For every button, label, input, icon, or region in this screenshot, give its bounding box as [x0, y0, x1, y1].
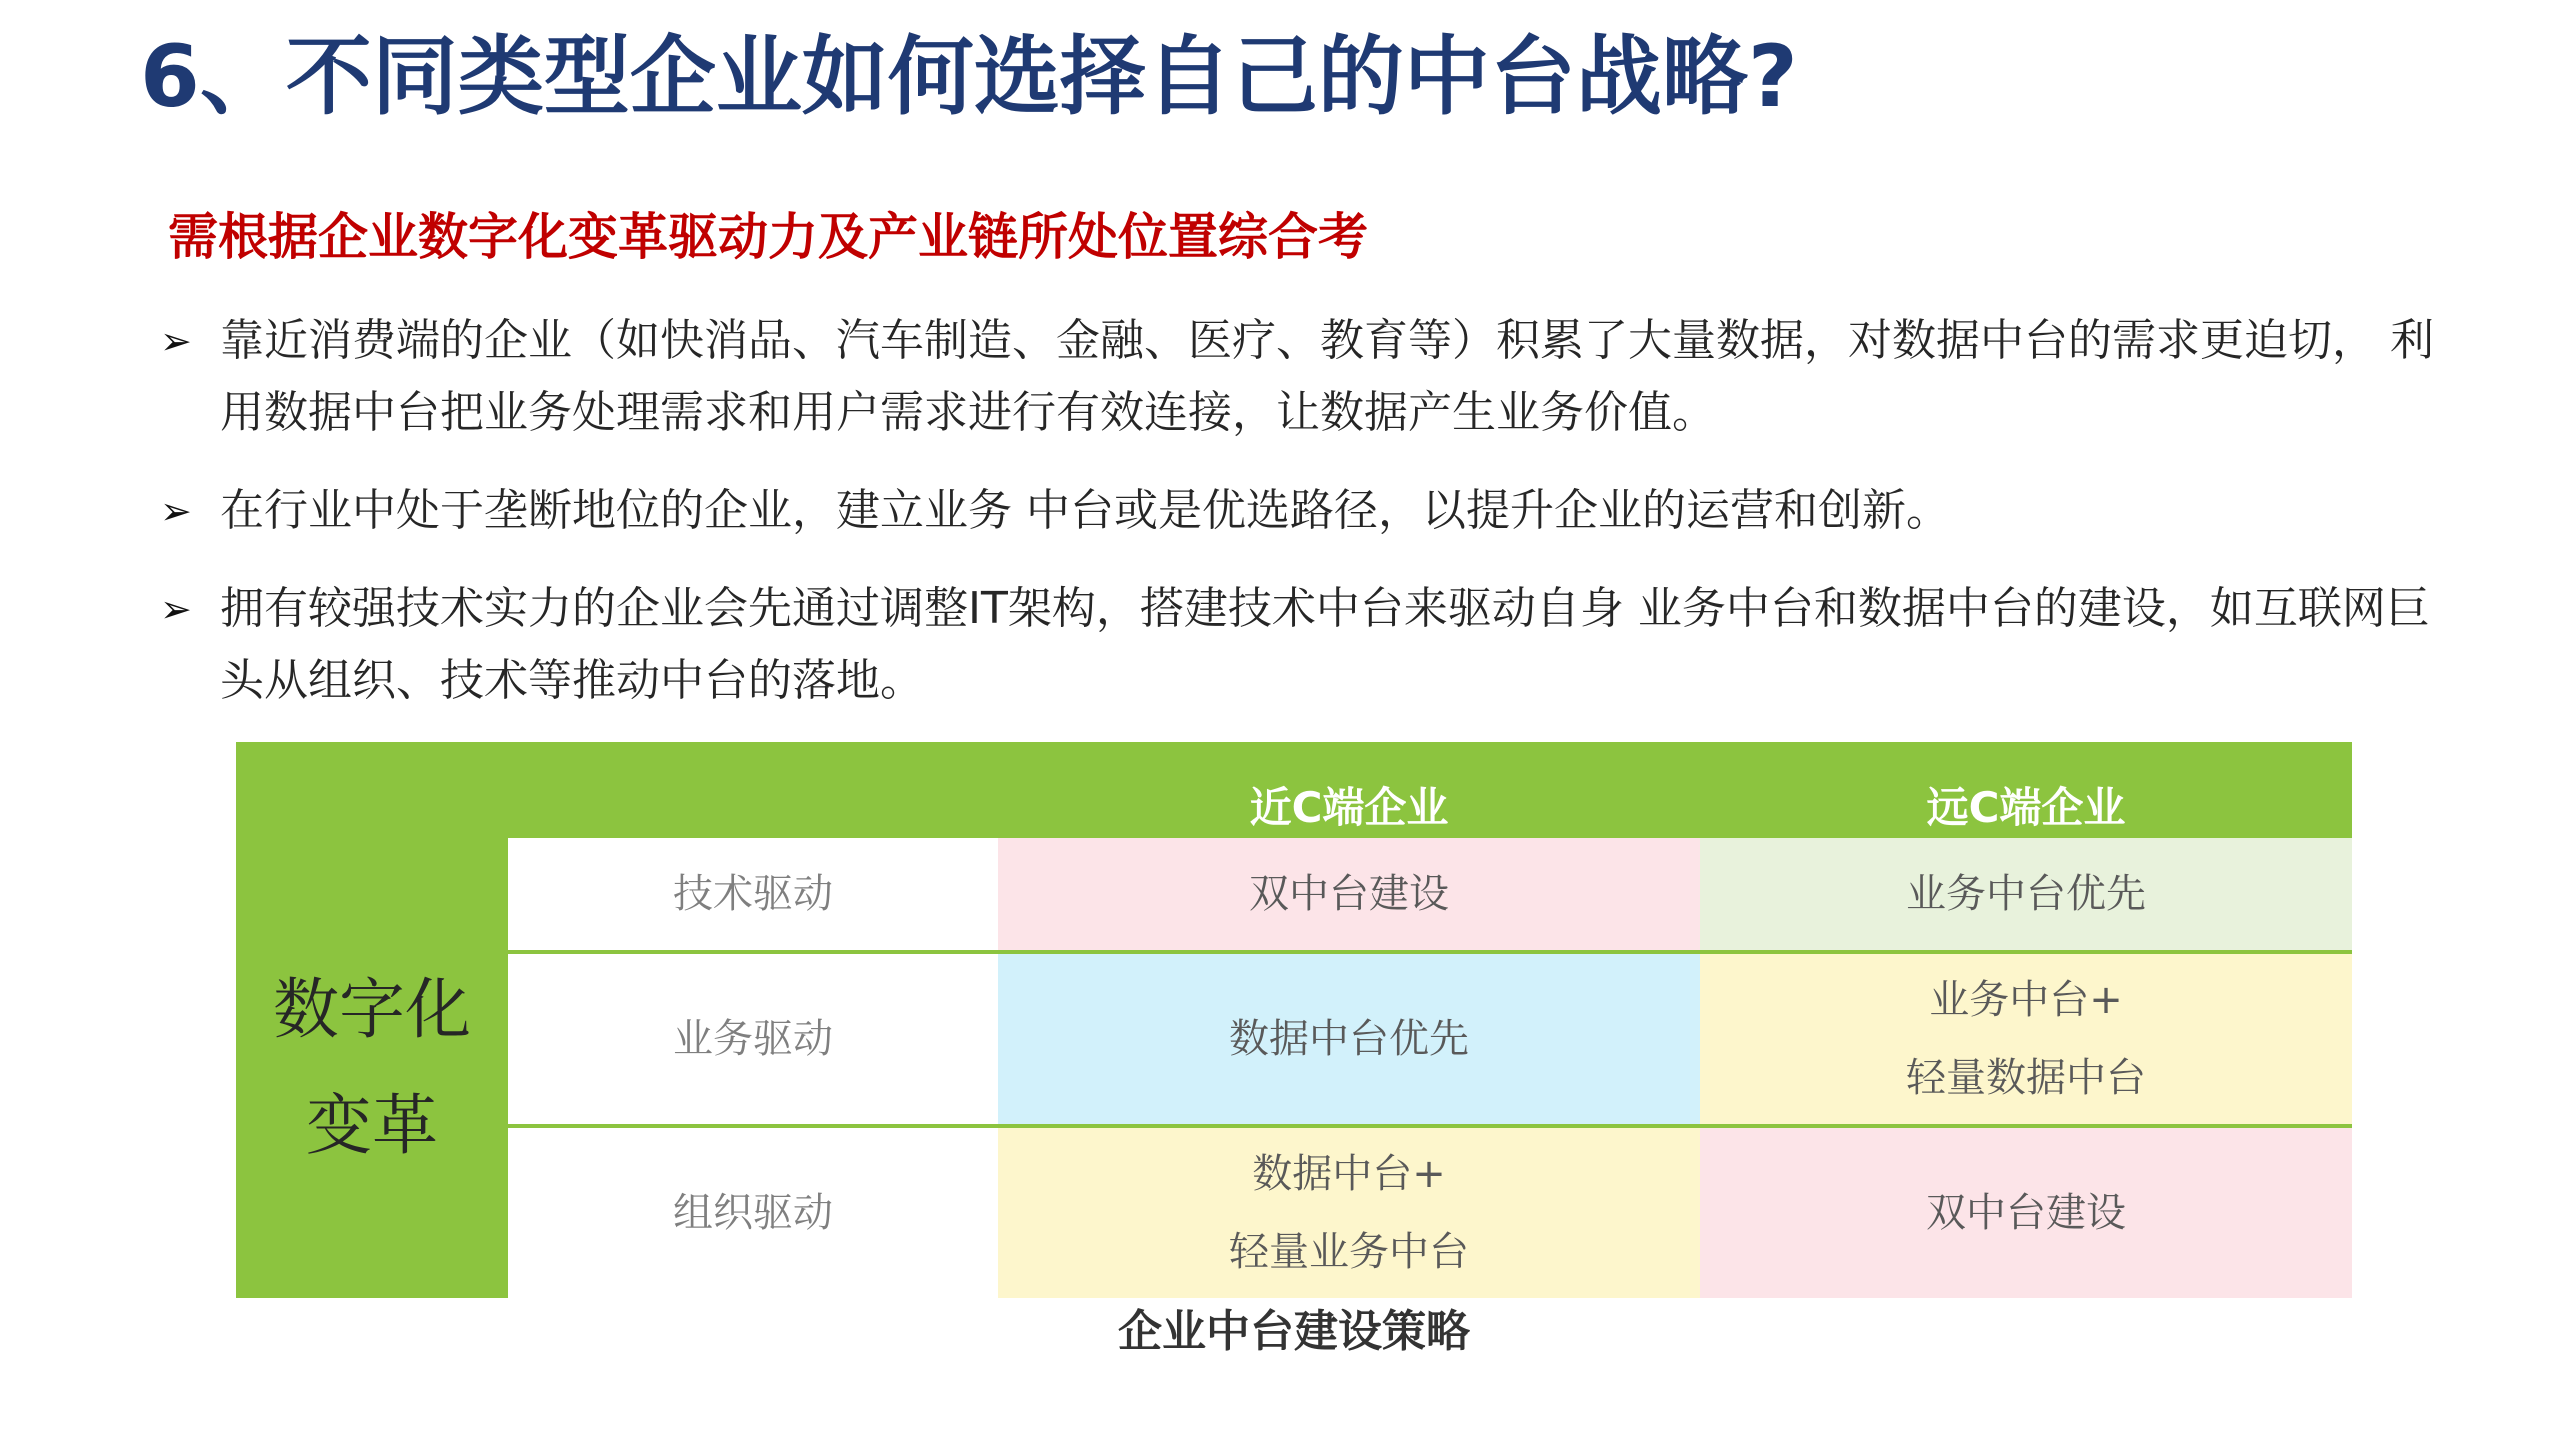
cell-text: 业务中台优先	[1906, 871, 2146, 917]
cell-text: 数据中台+	[1252, 1151, 1446, 1197]
bullet-text: 拥有较强技术实力的企业会先通过调整IT架构，搭建技术中台来驱动自身 业务中台和数据中台的建设，如互联网巨头从组织、技术等推动中台的落地。	[220, 583, 2430, 706]
slide-subtitle: 需根据企业数字化变革驱动力及产业链所处位置综合考	[168, 208, 1368, 266]
matrix-cell-far	[1700, 1128, 2352, 1298]
bullet-item	[160, 573, 2460, 717]
column-header-near-c: 近C端企业	[1249, 783, 1449, 832]
arrow-bullet-icon: ➢	[160, 587, 192, 631]
cell-text: 轻量业务中台	[1229, 1229, 1469, 1275]
matrix-cell-far	[1700, 954, 2352, 1124]
bullet-text: 靠近消费端的企业（如快消品、汽车制造、金融、医疗、教育等）积累了大量数据，对数据中台的需求更迫切， 利用数据中台把业务处理需求和用户需求进行有效连接，让数据产生业务价值。	[220, 315, 2434, 438]
driver-label	[508, 954, 998, 1124]
matrix-caption: 企业中台建设策略	[1118, 1306, 1470, 1357]
bullet-list	[160, 305, 2460, 743]
matrix-row-tech	[508, 838, 2352, 950]
driver-label-text: 技术驱动	[673, 871, 833, 917]
arrow-bullet-icon: ➢	[160, 319, 192, 363]
driver-label	[508, 1128, 998, 1298]
arrow-bullet-icon: ➢	[160, 489, 192, 533]
bullet-item	[160, 475, 2460, 547]
cell-text: 双中台建设	[1249, 871, 1449, 917]
driver-label	[508, 838, 998, 950]
matrix-grid	[508, 838, 2352, 1298]
driver-label-text: 组织驱动	[673, 1190, 833, 1236]
cell-text: 数据中台优先	[1229, 1016, 1469, 1062]
bullet-item	[160, 305, 2460, 449]
strategy-matrix	[236, 742, 2352, 1298]
matrix-cell-near	[998, 1128, 1700, 1298]
matrix-cell-near	[998, 838, 1700, 950]
driver-label-text: 业务驱动	[673, 1016, 833, 1062]
matrix-row-business	[508, 954, 2352, 1124]
row-group-label-line: 变革	[306, 1087, 438, 1164]
cell-text: 业务中台+	[1929, 977, 2123, 1023]
row-group-label	[236, 838, 508, 1298]
column-header-far-c: 远C端企业	[1926, 783, 2126, 832]
cell-text: 轻量数据中台	[1906, 1055, 2146, 1101]
matrix-row-organization	[508, 1128, 2352, 1298]
bullet-text: 在行业中处于垄断地位的企业，建立业务 中台或是优选路径，以提升企业的运营和创新。	[220, 485, 1950, 536]
slide-title: 6、不同类型企业如何选择自己的中台战略?	[140, 27, 1798, 127]
cell-text: 双中台建设	[1926, 1190, 2126, 1236]
row-group-label-line: 数字化	[273, 971, 471, 1048]
matrix-cell-far	[1700, 838, 2352, 950]
matrix-cell-near	[998, 954, 1700, 1124]
